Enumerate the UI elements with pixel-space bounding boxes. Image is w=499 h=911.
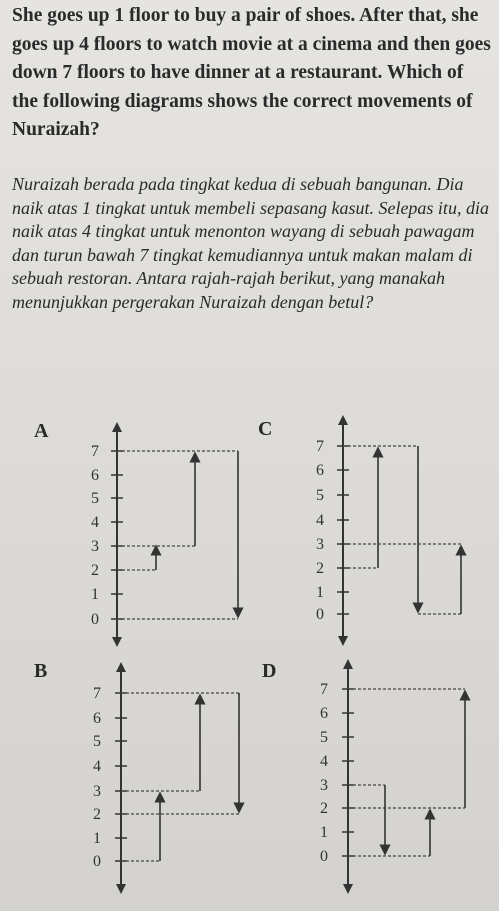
diagram-a-tick-5: 5 (91, 490, 99, 507)
diagram-d-tick-7: 7 (320, 681, 328, 698)
diagram-c-tick-4: 4 (316, 512, 324, 529)
diagram-c-tick-1: 1 (316, 584, 324, 601)
option-d-label: D (262, 660, 277, 682)
diagram-d-tick-0: 0 (320, 848, 328, 865)
diagram-a-tick-3: 3 (91, 538, 99, 555)
diagram-d-tick-3: 3 (320, 777, 328, 794)
diagram-b-tick-2: 2 (93, 806, 101, 823)
question-malay: Nuraizah berada pada tingkat kedua di sebuah bangunan. Dia naik atas 1 tingkat untuk membeli sepasang kasut. Selepas itu, dia naik atas 4 tingkat untuk menonton wayang di sebuah pawagam dan turun bawah 7 tingkat kemudiannya untuk makan malam di sebuah restoran. Antara rajah-rajah berikut, yang manakah menunjukkan pergerakan Nuraizah dengan betul? (12, 174, 489, 312)
diagram-b-tick-6: 6 (93, 710, 101, 727)
diagram-c-axis-top-arrow (338, 415, 348, 425)
diagram-a-tick-0: 0 (91, 611, 99, 628)
diagram-d-axis-top-arrow (343, 659, 353, 669)
diagram-d-tick-6: 6 (320, 705, 328, 722)
diagram-a-tick-2: 2 (91, 562, 99, 579)
diagram-c-tick-3: 3 (316, 536, 324, 553)
diagram-d (320, 659, 465, 894)
diagram-c-tick-5: 5 (316, 487, 324, 504)
diagram-a (91, 422, 238, 647)
diagram-b-tick-3: 3 (93, 783, 101, 800)
diagram-b-tick-0: 0 (93, 853, 101, 870)
option-b-label: B (34, 660, 48, 682)
diagram-d-axis-bottom-arrow (343, 884, 353, 894)
diagram-c-tick-0: 0 (316, 606, 324, 623)
diagram-b-tick-1: 1 (93, 830, 101, 847)
diagram-b (93, 662, 239, 894)
diagram-a-tick-7: 7 (91, 443, 99, 460)
diagram-b-tick-4: 4 (93, 758, 101, 775)
diagram-b-tick-7: 7 (93, 685, 101, 702)
diagram-c-tick-2: 2 (316, 560, 324, 577)
diagram-c (316, 415, 461, 646)
diagram-c-tick-6: 6 (316, 462, 324, 479)
diagram-c-tick-7: 7 (316, 438, 324, 455)
diagram-d-tick-4: 4 (320, 753, 328, 770)
diagram-a-tick-4: 4 (91, 514, 99, 531)
diagram-b-axis-top-arrow (116, 662, 126, 672)
diagram-a-axis-bottom-arrow (112, 637, 122, 647)
question-english: She goes up 1 floor to buy a pair of shoes. After that, she goes up 4 floors to watch movie at a cinema and then goes down 7 floors to have dinner at a restaurant. Which of the following diagrams shows the correct movements of Nuraizah? (12, 5, 491, 140)
diagram-a-tick-6: 6 (91, 467, 99, 484)
diagram-d-tick-5: 5 (320, 729, 328, 746)
option-a-label: A (34, 420, 49, 442)
diagram-b-axis-bottom-arrow (116, 884, 126, 894)
option-c-label: C (258, 418, 273, 440)
diagram-d-tick-2: 2 (320, 800, 328, 817)
diagram-c-axis-bottom-arrow (338, 636, 348, 646)
diagram-d-tick-1: 1 (320, 824, 328, 841)
diagram-b-tick-5: 5 (93, 733, 101, 750)
diagram-a-tick-1: 1 (91, 586, 99, 603)
diagram-a-axis-top-arrow (112, 422, 122, 432)
